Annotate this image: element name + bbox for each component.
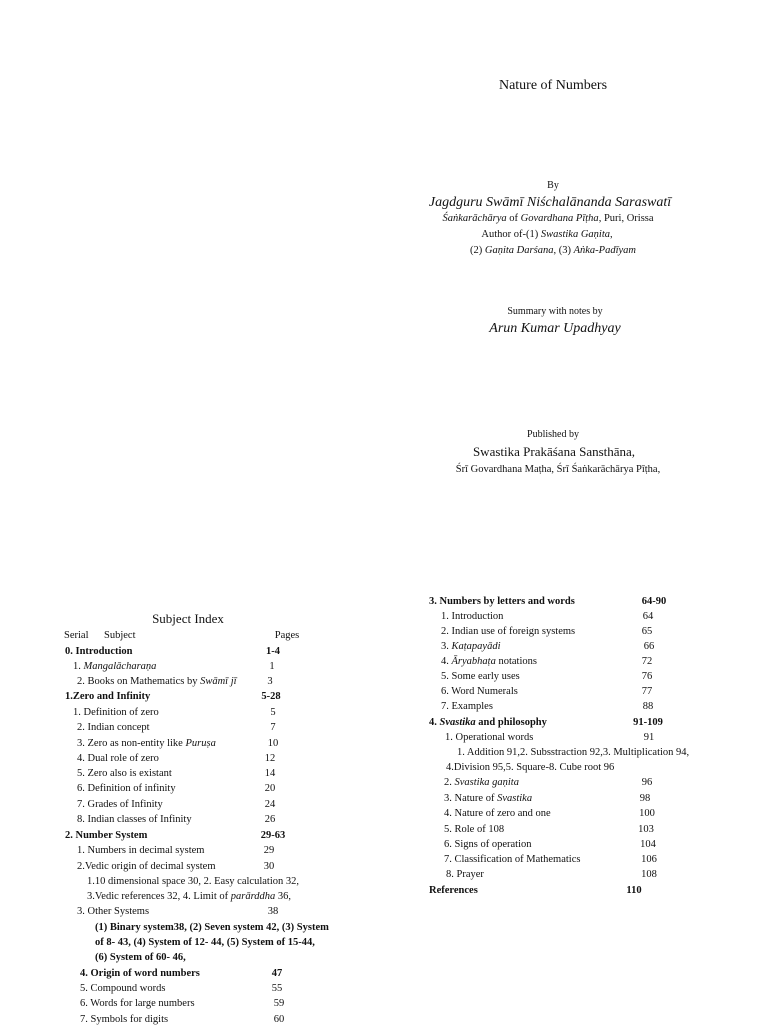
subject-italic-term: Kaṭapayādi (451, 641, 501, 652)
index-entry-subject: 1. Introduction (441, 611, 504, 622)
subject-text: 3. Nature of (444, 793, 498, 804)
index-entry-page: 106 (641, 854, 657, 865)
index-entry-page: 77 (641, 686, 653, 697)
index-entry-subject: 3. Other Systems (77, 906, 150, 917)
index-entry-subject: 6. Word Numerals (441, 686, 518, 697)
published-label: Published by (527, 429, 579, 440)
subject-text: and philosophy (475, 717, 547, 728)
document-title: Nature of Numbers (498, 78, 608, 93)
index-entry-subject: 0. Introduction (65, 646, 133, 657)
index-entry-page: 108 (641, 869, 657, 880)
index-entry-page: 12 (264, 753, 276, 764)
subject-italic-term: parārddha (230, 891, 276, 902)
index-entry-page: 64 (642, 611, 654, 622)
index-entry-page: 29 (263, 845, 275, 856)
index-entry-page: 20 (264, 783, 276, 794)
header-serial: Serial (64, 630, 89, 641)
subject-text: 2. (444, 777, 455, 788)
subject-italic-term: Svastika (439, 717, 476, 728)
author-works-line-1: Author of-(1) Swastika Gaṇita, (481, 229, 613, 240)
index-entry-subject (441, 655, 537, 668)
subject-text: notations (495, 656, 537, 667)
subject-text: 1. (73, 661, 84, 672)
index-entry-page: 10 (267, 738, 279, 749)
index-entry-subject: 7. Classification of Mathematics (444, 854, 581, 865)
index-title: Subject Index (152, 611, 224, 626)
index-entry-page: 5-28 (261, 691, 281, 702)
subject-italic-term: Swāmī jī (200, 676, 237, 687)
subject-text: 3. Zero as non-entity like (77, 738, 186, 749)
index-entry-subject: (1) Binary system38, (2) Seven system 42, (3) System (95, 922, 329, 933)
index-entry-page: 96 (641, 777, 653, 788)
index-entry-page: 100 (639, 808, 655, 819)
index-entry-page: 24 (264, 799, 276, 810)
index-entry-page: 38 (267, 906, 279, 917)
index-entry-subject: (6) System of 60- 46, (95, 952, 186, 963)
index-entry-subject: References (429, 885, 478, 896)
index-entry-page: 60 (273, 1014, 285, 1025)
index-entry-page: 91-109 (633, 717, 663, 728)
subject-italic-term: Āryabhaṭa (451, 656, 496, 667)
index-entry-page: 66 (643, 641, 655, 652)
subject-italic-term: Puruṣa (185, 738, 216, 749)
subject-text: 3. (441, 641, 452, 652)
index-entry-subject: 2. Indian use of foreign systems (441, 626, 576, 637)
subject-text: 3.Vedic references 32, 4. Limit of (87, 891, 231, 902)
index-entry-page: 104 (640, 839, 656, 850)
index-entry-page: 1-4 (266, 646, 280, 657)
subject-italic-term: Mangalācharaṇa (83, 661, 157, 672)
header-subject: Subject (104, 630, 136, 641)
index-entry-subject: 5. Zero also is existant (77, 768, 172, 779)
index-entry-page: 72 (641, 656, 653, 667)
index-entry-subject: 1. Addition 91,2. Subsstraction 92,3. Multiplication 94, (457, 747, 690, 758)
index-entry-page: 47 (271, 968, 283, 979)
by-label: By (547, 180, 559, 191)
index-entry-subject: 4. Dual role of zero (77, 753, 159, 764)
index-entry-page: 65 (641, 626, 653, 637)
index-entry-subject (444, 792, 532, 805)
index-entry-subject: 6. Signs of operation (444, 839, 532, 850)
index-entry-page: 98 (639, 793, 651, 804)
index-entry-subject: 2. Indian concept (77, 722, 150, 733)
index-entry-subject (441, 640, 501, 653)
author-title-line: Śaṅkarāchārya of Govardhana Pīṭha, Puri, Orissa (442, 213, 654, 224)
index-entry-subject (73, 660, 156, 673)
summary-label: Summary with notes by (507, 306, 603, 317)
index-entry-subject: 1. Numbers in decimal system (77, 845, 205, 856)
index-entry-subject: 2. Number System (65, 830, 148, 841)
index-entry-subject: 6. Definition of infinity (77, 783, 176, 794)
index-entry-subject: 4. Origin of word numbers (80, 968, 200, 979)
index-entry-subject: 7. Symbols for digits (80, 1014, 169, 1025)
index-entry-subject (444, 776, 519, 789)
header-pages: Pages (274, 630, 300, 641)
index-entry-subject (87, 890, 291, 903)
index-entry-page: 26 (264, 814, 276, 825)
index-entry-page: 30 (263, 861, 275, 872)
index-entry-subject: 1. Definition of zero (73, 707, 159, 718)
index-entry-page: 64-90 (641, 596, 667, 607)
author-name: Jagdguru Swāmī Niśchalānanda Saraswatī (428, 195, 672, 210)
index-entry-subject: 7. Grades of Infinity (77, 799, 163, 810)
index-entry-page: 55 (271, 983, 283, 994)
index-entry-subject: 2.Vedic origin of decimal system (77, 861, 216, 872)
index-entry-page: 29-63 (260, 830, 286, 841)
index-entry-subject: 5. Some early uses (441, 671, 520, 682)
subject-text: 2. Books on Mathematics by (77, 676, 201, 687)
index-entry-page: 91 (643, 732, 655, 743)
subject-text: 4. (441, 656, 452, 667)
index-entry-page: 103 (638, 824, 654, 835)
index-entry-subject: 4. Nature of zero and one (444, 808, 551, 819)
index-entry-subject (77, 737, 216, 750)
index-entry-page: 1 (269, 661, 275, 672)
index-entry-subject: 8. Prayer (446, 869, 484, 880)
index-entry-page: 110 (626, 885, 642, 896)
index-entry-subject: of 8- 43, (4) System of 12- 44, (5) System of 15-44, (95, 937, 315, 948)
subject-text: 36, (275, 891, 292, 902)
index-entry-page: 14 (264, 768, 276, 779)
index-entry-subject: 5. Compound words (80, 983, 166, 994)
subject-italic-term: Svastika gaṇita (454, 777, 519, 788)
index-entry-subject: 8. Indian classes of Infinity (77, 814, 192, 825)
author-works-line-2: (2) Gaṇita Darśana, (3) Aṅka-Padīyam (470, 245, 636, 256)
index-entry-page: 59 (273, 998, 285, 1009)
index-entry-subject: 1.Zero and Infinity (65, 691, 151, 702)
index-entry-page: 3 (267, 676, 273, 687)
index-entry-subject: 4.Division 95,5. Square-8. Cube root 96 (446, 762, 615, 773)
index-entry-subject: 7. Examples (441, 701, 493, 712)
index-entry-subject: 1.10 dimensional space 30, 2. Easy calculation 32, (87, 876, 299, 887)
index-entry-subject (77, 675, 237, 688)
summary-author: Arun Kumar Upadhyay (489, 321, 621, 336)
index-entry-page: 88 (642, 701, 654, 712)
index-entry-subject: 5. Role of 108 (444, 824, 505, 835)
index-entry-subject: 6. Words for large numbers (80, 998, 195, 1009)
publisher-name: Swastika Prakāśana Sansthāna, (472, 444, 636, 459)
subject-text: 4. (429, 717, 440, 728)
index-entry-subject: 1. Operational words (445, 732, 534, 743)
index-entry-page: 5 (270, 707, 276, 718)
index-entry-subject: 3. Numbers by letters and words (429, 596, 575, 607)
subject-italic-term: Svastika (497, 793, 533, 804)
index-entry-page: 76 (641, 671, 653, 682)
index-entry-page: 7 (270, 722, 276, 733)
index-entry-subject (429, 716, 547, 729)
publisher-address: Śrī Govardhana Maṭha, Śrī Śaṅkarāchārya Pīṭha, (455, 464, 661, 475)
